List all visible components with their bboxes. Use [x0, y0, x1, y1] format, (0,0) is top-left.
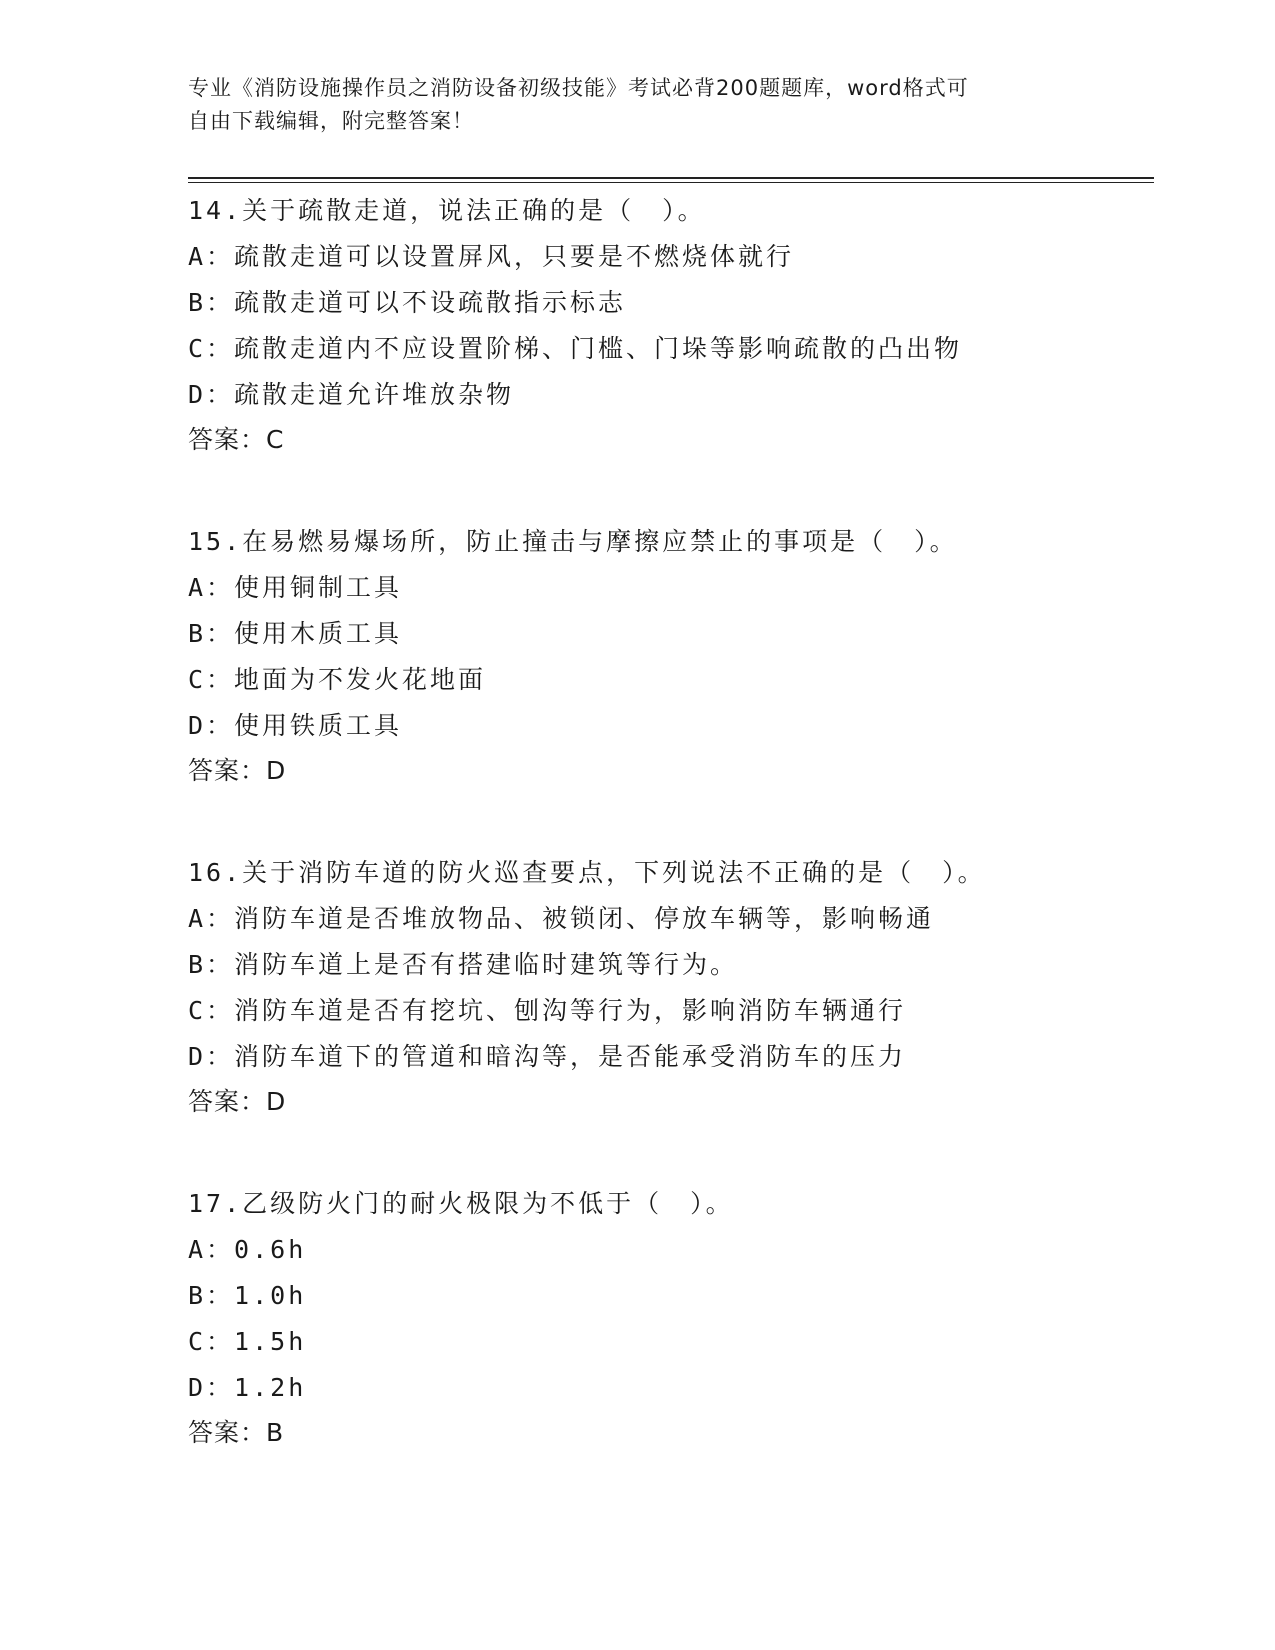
option-c: C：疏散走道内不应设置阶梯、门槛、门垛等影响疏散的凸出物: [188, 334, 963, 363]
header-line-1: 专业《消防设施操作员之消防设备初级技能》考试必背200题题库，word格式可: [188, 76, 969, 100]
option-d: D：疏散走道允许堆放杂物: [188, 380, 515, 409]
option-d: D：消防车道下的管道和暗沟等，是否能承受消防车的压力: [188, 1042, 907, 1071]
option-b: B：消防车道上是否有搭建临时建筑等行为。: [188, 950, 739, 979]
option-b: B：1.0h: [188, 1281, 307, 1310]
option-c: C：地面为不发火花地面: [188, 665, 487, 694]
header-rule-thick: [188, 177, 1154, 179]
question-14: [188, 188, 1148, 462]
option-a: A：使用铜制工具: [188, 573, 403, 602]
option-a: A：疏散走道可以设置屏风，只要是不燃烧体就行: [188, 242, 795, 271]
header-rule-thin: [188, 182, 1154, 183]
option-a: A：0.6h: [188, 1235, 307, 1264]
option-b: B：使用木质工具: [188, 619, 403, 648]
option-c: C：消防车道是否有挖坑、刨沟等行为，影响消防车辆通行: [188, 996, 907, 1025]
answer: 答案：B: [188, 1418, 285, 1447]
answer: 答案：D: [188, 756, 287, 785]
question-stem: 16.关于消防车道的防火巡查要点，下列说法不正确的是（ ）。: [188, 858, 986, 887]
answer: 答案：D: [188, 1087, 287, 1116]
question-15: [188, 519, 1148, 793]
header-line-2: 自由下载编辑，附完整答案！: [188, 109, 474, 133]
option-d: D：1.2h: [188, 1373, 307, 1402]
question-16: [188, 850, 1148, 1124]
page-header: [188, 72, 1088, 138]
question-stem: 14.关于疏散走道，说法正确的是（ ）。: [188, 196, 706, 225]
option-b: B：疏散走道可以不设疏散指示标志: [188, 288, 627, 317]
question-list: [188, 188, 1148, 1512]
question-17: [188, 1181, 1148, 1455]
answer: 答案：C: [188, 425, 285, 454]
question-stem: 15.在易燃易爆场所，防止撞击与摩擦应禁止的事项是（ ）。: [188, 527, 958, 556]
option-d: D：使用铁质工具: [188, 711, 403, 740]
option-a: A：消防车道是否堆放物品、被锁闭、停放车辆等，影响畅通: [188, 904, 935, 933]
option-c: C：1.5h: [188, 1327, 307, 1356]
question-stem: 17.乙级防火门的耐火极限为不低于（ ）。: [188, 1189, 734, 1218]
